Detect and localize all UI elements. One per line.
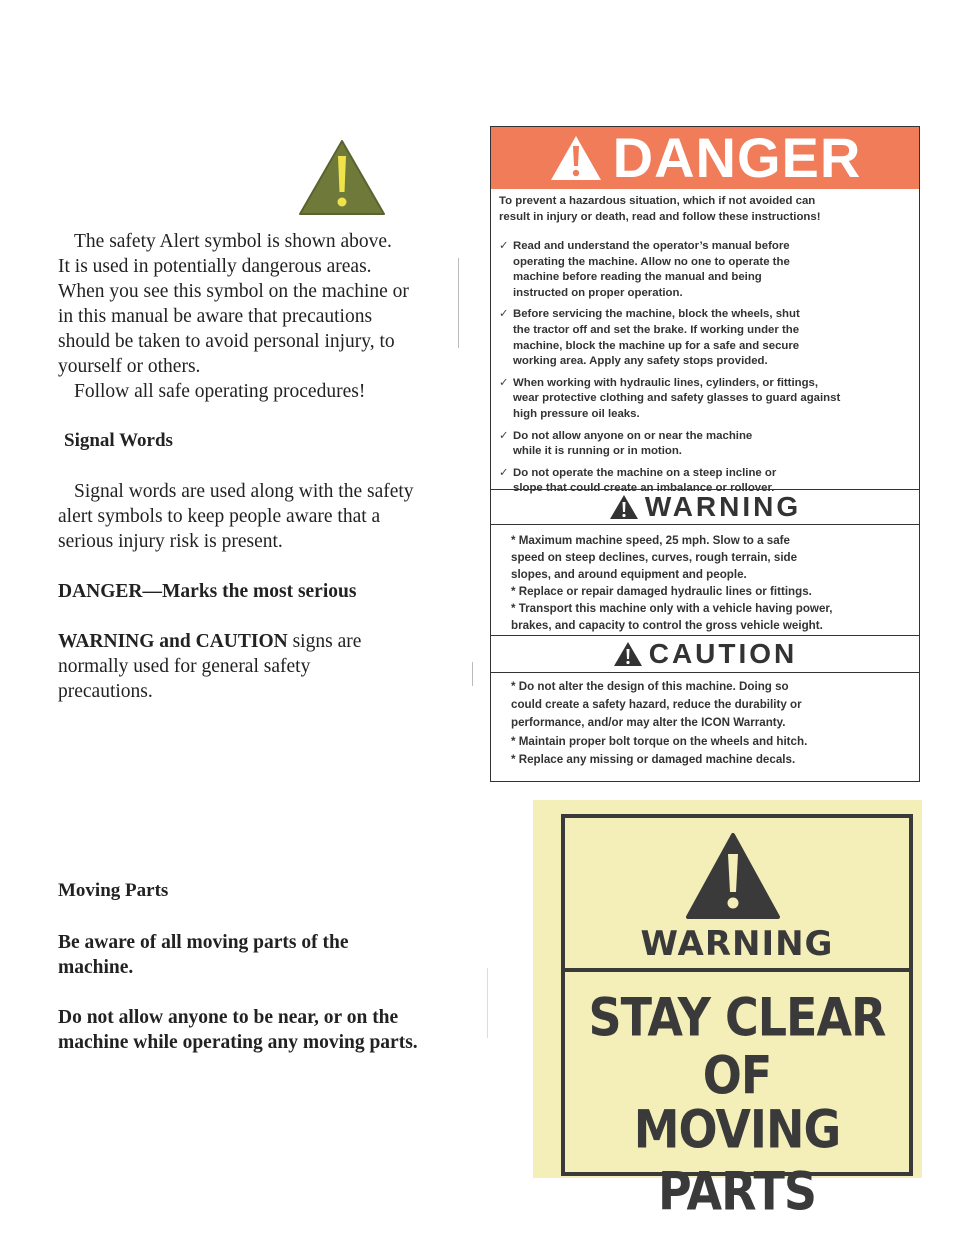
checklist-item	[499, 307, 911, 369]
caution-band	[491, 635, 919, 673]
danger-header	[491, 127, 919, 189]
sign-line: MOVING PARTS	[633, 1097, 841, 1223]
checklist-line: instructed on proper operation.	[513, 286, 683, 299]
warning-item: slopes, and around equipment and people.	[511, 568, 747, 581]
sign-warning-label: WARNING	[640, 924, 834, 964]
checklist-line: operating the machine. Allow no one to operate the	[513, 255, 790, 268]
moving-parts-line: machine.	[58, 957, 134, 978]
checklist-line: Do not operate the machine on a steep incline or	[513, 466, 777, 479]
alert-intro-line: When you see this symbol on the machine or	[58, 281, 409, 302]
warning-triangle-icon	[549, 134, 603, 182]
sign-line: OF	[702, 1043, 772, 1107]
signal-words-paragraph	[58, 479, 458, 554]
moving-parts-heading: Moving Parts	[58, 880, 169, 901]
warning-item: speed on steep declines, curves, rough terrain, side	[511, 551, 798, 564]
checklist-line: machine, block the machine up for a safe and secure	[513, 339, 800, 352]
warning-caution-label: WARNING and CAUTION	[58, 631, 288, 652]
signal-words-line: serious injury risk is present.	[58, 531, 283, 552]
warning-triangle-icon	[685, 832, 781, 920]
warning-band	[491, 489, 919, 525]
warning-caution-rest: signs are	[287, 631, 362, 652]
check-mark-icon: ✓	[499, 240, 509, 252]
moving-parts-line: Do not allow anyone to be near, or on the	[58, 1007, 399, 1028]
follow-procedures-text: Follow all safe operating procedures!	[74, 381, 366, 402]
sign-line: STAY CLEAR	[588, 985, 886, 1049]
checklist-line: wear protective clothing and safety glasses to guard against	[513, 392, 841, 405]
moving-parts-paragraph-2	[58, 1005, 478, 1055]
moving-parts-line: machine while operating any moving parts.	[58, 1032, 418, 1053]
checklist-line: Do not allow anyone on or near the machine	[513, 429, 753, 442]
checklist-line: slope that could create an imbalance or rollover.	[513, 482, 775, 495]
caution-list	[511, 678, 909, 769]
signal-words-line: alert symbols to keep people aware that a	[58, 506, 381, 527]
check-mark-icon: ✓	[499, 466, 509, 479]
checklist-line: working area. Apply any safety stops provided.	[513, 355, 768, 368]
danger-definition: DANGER—Marks the most serious	[58, 581, 357, 602]
warning-item: * Transport this machine only with a vehicle having power,	[511, 602, 833, 615]
checklist-line: When working with hydraulic lines, cylinders, or fittings,	[513, 376, 819, 389]
signal-words-heading: Signal Words	[64, 430, 173, 451]
scan-mark	[487, 968, 488, 1038]
scan-mark	[472, 662, 473, 686]
warning-item: * Maximum machine speed, 25 mph. Slow to a safe	[511, 534, 790, 547]
scan-mark	[458, 258, 459, 348]
warning-triangle-icon	[613, 641, 643, 667]
stay-clear-sign	[533, 800, 922, 1223]
warning-triangle-icon	[609, 494, 639, 520]
checklist-item	[499, 239, 911, 301]
caution-title: CAUTION	[648, 638, 798, 669]
safety-alert-symbol-icon	[298, 138, 386, 216]
danger-decal	[490, 126, 920, 782]
checklist-line: Before servicing the machine, block the wheels, shut	[513, 308, 800, 321]
danger-intro-line: To prevent a hazardous situation, which if not avoided can	[499, 195, 816, 207]
alert-intro-line: should be taken to avoid personal injury, to	[58, 331, 395, 352]
alert-intro-line: in this manual be aware that precautions	[58, 306, 373, 327]
danger-checklist	[499, 239, 911, 503]
alert-intro-paragraph	[58, 229, 458, 404]
signal-words-line: Signal words are used along with the safety	[74, 481, 414, 502]
checklist-item	[499, 429, 911, 460]
warning-item: brakes, and capacity to control the gross vehicle weight.	[511, 619, 823, 632]
alert-intro-line: yourself or others.	[58, 356, 201, 377]
checklist-line: Read and understand the operator’s manual before	[513, 240, 790, 252]
check-mark-icon: ✓	[499, 308, 509, 321]
warning-list	[511, 532, 909, 634]
warning-title: WARNING	[644, 491, 802, 522]
moving-parts-paragraph-1	[58, 930, 458, 980]
warning-item: * Replace or repair damaged hydraulic lines or fittings.	[511, 585, 812, 598]
alert-intro-line: It is used in potentially dangerous areas.	[58, 256, 372, 277]
danger-title: DANGER	[612, 126, 862, 189]
warning-caution-line: precautions.	[58, 681, 153, 702]
sign-frame	[561, 814, 913, 1223]
checklist-line: high pressure oil leaks.	[513, 407, 640, 420]
checklist-line: machine before reading the manual and being	[513, 271, 762, 284]
checklist-line: the tractor off and set the brake. If working under the	[513, 323, 800, 336]
check-mark-icon: ✓	[499, 429, 509, 442]
check-mark-icon: ✓	[499, 376, 509, 389]
danger-intro-line: result in injury or death, read and follow these instructions!	[499, 210, 821, 223]
warning-caution-line: normally used for general safety	[58, 656, 311, 677]
alert-intro-line: The safety Alert symbol is shown above.	[74, 231, 392, 252]
caution-item: * Do not alter the design of this machine. Doing so	[511, 680, 789, 693]
caution-item: could create a safety hazard, reduce the durability or	[511, 698, 802, 712]
caution-item: * Maintain proper bolt torque on the wheels and hitch.	[511, 734, 808, 748]
checklist-line: while it is running or in motion.	[513, 445, 682, 458]
warning-caution-paragraph	[58, 629, 458, 704]
caution-item: * Replace any missing or damaged machine decals.	[511, 752, 796, 766]
sign-divider	[565, 968, 909, 972]
caution-item: performance, and/or may alter the ICON Warranty.	[511, 716, 786, 730]
checklist-item	[499, 376, 911, 423]
moving-parts-line: Be aware of all moving parts of the	[58, 932, 349, 953]
danger-intro	[499, 194, 911, 225]
